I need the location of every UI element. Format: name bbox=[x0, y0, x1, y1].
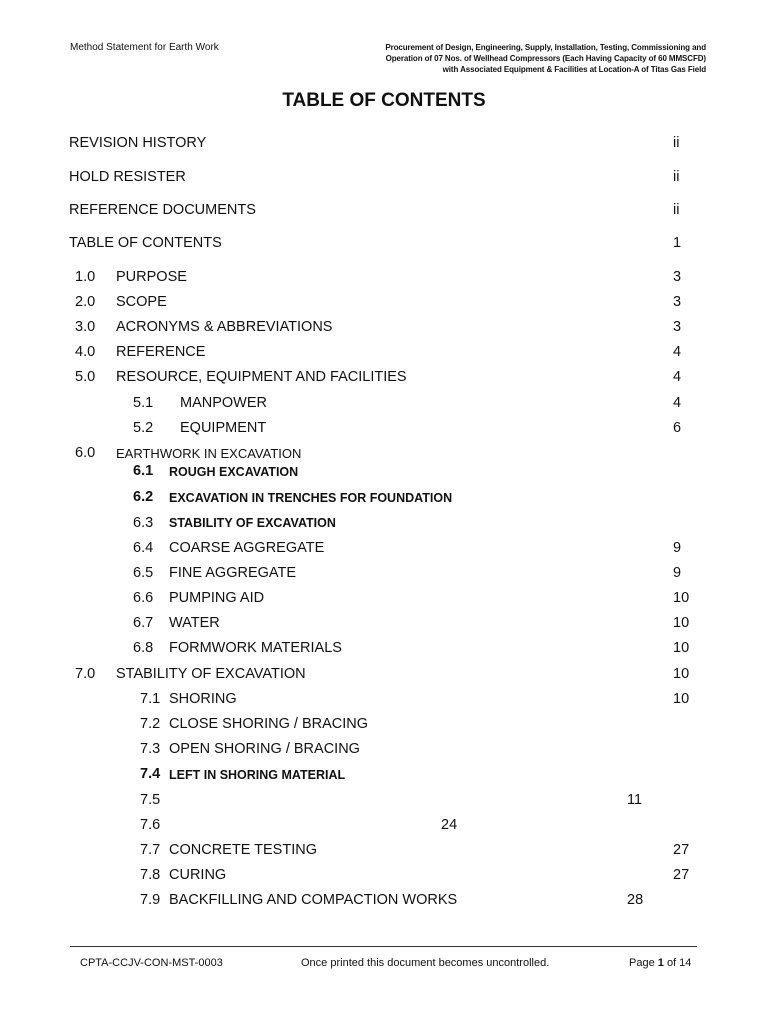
toc-subsection-label[interactable]: EXCAVATION IN TRENCHES FOR FOUNDATION bbox=[169, 491, 453, 505]
toc-subsection-label[interactable]: BACKFILLING AND COMPACTION WORKS bbox=[169, 892, 458, 908]
toc-entry-page: ii bbox=[673, 169, 680, 185]
toc-section-number: 3.0 bbox=[75, 319, 96, 335]
toc-subsection-label[interactable]: EQUIPMENT bbox=[180, 420, 267, 436]
header-project-title bbox=[385, 42, 706, 75]
toc-subsection-page: 27 bbox=[673, 867, 690, 883]
toc-subsection-page: 24 bbox=[441, 817, 458, 833]
header-right-line: Procurement of Design, Engineering, Supply, Installation, Testing, Commissioning and bbox=[385, 43, 706, 52]
toc-section-label[interactable]: PURPOSE bbox=[116, 269, 187, 285]
toc-subsection-page: 4 bbox=[673, 395, 682, 411]
toc-section-number: 6.0 bbox=[75, 445, 96, 461]
toc-subsection-number: 7.4 bbox=[140, 766, 161, 782]
toc-section-label[interactable]: ACRONYMS & ABBREVIATIONS bbox=[116, 319, 333, 335]
footer-page-current: 1 bbox=[657, 957, 664, 969]
toc-subsection-page: 9 bbox=[673, 540, 682, 556]
toc-section-number: 4.0 bbox=[75, 344, 96, 360]
toc-section-page: 10 bbox=[673, 666, 690, 682]
toc-section-number: 7.0 bbox=[75, 666, 96, 682]
toc-entry-label[interactable]: REVISION HISTORY bbox=[69, 135, 207, 151]
toc-section-label[interactable]: STABILITY OF EXCAVATION bbox=[116, 666, 306, 682]
toc-section-page: 4 bbox=[673, 369, 682, 385]
toc-subsection-number: 7.9 bbox=[140, 892, 161, 908]
toc-subsection-label[interactable]: CURING bbox=[169, 867, 227, 883]
toc-subsection-label[interactable]: STABILITY OF EXCAVATION bbox=[169, 516, 336, 530]
toc-subsection-label[interactable]: WATER bbox=[169, 615, 220, 631]
toc-section-label[interactable]: SCOPE bbox=[116, 294, 167, 310]
toc-subsection-number: 6.4 bbox=[133, 540, 154, 556]
toc-subsection-number: 7.6 bbox=[140, 817, 161, 833]
toc-subsection-label[interactable]: COARSE AGGREGATE bbox=[169, 540, 325, 556]
toc-subsection-label[interactable]: SHORING bbox=[169, 691, 237, 707]
toc-subsection-page: 10 bbox=[673, 615, 690, 631]
toc-subsection-page: 10 bbox=[673, 640, 690, 656]
toc-entry-page: ii bbox=[673, 135, 680, 151]
toc-subsection-number: 5.1 bbox=[133, 395, 154, 411]
toc-entry-label[interactable]: TABLE OF CONTENTS bbox=[69, 235, 222, 251]
toc-subsection-number: 6.7 bbox=[133, 615, 154, 631]
toc-subsection-number: 7.2 bbox=[140, 716, 161, 732]
toc-subsection-label[interactable]: LEFT IN SHORING MATERIAL bbox=[169, 768, 346, 782]
toc-section-label[interactable]: RESOURCE, EQUIPMENT AND FACILITIES bbox=[116, 369, 407, 385]
toc-subsection-number: 7.1 bbox=[140, 691, 161, 707]
toc-subsection-label[interactable]: CONCRETE TESTING bbox=[169, 842, 317, 858]
toc-entry-page: ii bbox=[673, 202, 680, 218]
toc-subsection-number: 5.2 bbox=[133, 420, 154, 436]
toc-subsection-number: 6.8 bbox=[133, 640, 154, 656]
toc-subsection-number: 7.8 bbox=[140, 867, 161, 883]
toc-subsection-number: 6.1 bbox=[133, 463, 154, 479]
toc-subsection-label[interactable]: FINE AGGREGATE bbox=[169, 565, 297, 581]
toc-subsection-page: 9 bbox=[673, 565, 682, 581]
toc-entry-page: 1 bbox=[673, 235, 682, 251]
toc-subsection-label[interactable]: CLOSE SHORING / BRACING bbox=[169, 716, 369, 732]
toc-section-page: 4 bbox=[673, 344, 682, 360]
footer-notice: Once printed this document becomes uncontrolled. bbox=[301, 957, 550, 969]
toc-subsection-number: 7.3 bbox=[140, 741, 161, 757]
toc-subsection-number: 6.6 bbox=[133, 590, 154, 606]
header-right-line: with Associated Equipment & Facilities at Location-A of Titas Gas Field bbox=[442, 65, 706, 74]
toc-section-page: 3 bbox=[673, 319, 682, 335]
toc-section-label[interactable]: REFERENCE bbox=[116, 344, 206, 360]
toc-subsection-number: 7.5 bbox=[140, 792, 161, 808]
toc-subsection-label[interactable]: ROUGH EXCAVATION bbox=[169, 465, 299, 479]
toc-entry-label[interactable]: HOLD RESISTER bbox=[69, 169, 186, 185]
toc-subsection-label[interactable]: MANPOWER bbox=[180, 395, 267, 411]
toc-entry-label[interactable]: REFERENCE DOCUMENTS bbox=[69, 202, 256, 218]
toc-subsection-number: 6.3 bbox=[133, 515, 154, 531]
toc-subsection-label[interactable]: FORMWORK MATERIALS bbox=[169, 640, 342, 656]
header-right-line: Operation of 07 Nos. of Wellhead Compressors (Each Having Capacity of 60 MMSCFD) bbox=[385, 54, 706, 63]
toc-section-label[interactable]: EARTHWORK IN EXCAVATION bbox=[116, 446, 302, 461]
toc-subsection-number: 6.2 bbox=[133, 489, 154, 505]
toc-subsection-page: 27 bbox=[673, 842, 690, 858]
toc-subsection-page: 10 bbox=[673, 691, 690, 707]
toc-subsection-number: 7.7 bbox=[140, 842, 161, 858]
footer-page-suffix: of 14 bbox=[666, 957, 692, 969]
toc-subsection-page: 28 bbox=[627, 892, 644, 908]
toc-subsection-label[interactable]: PUMPING AID bbox=[169, 590, 265, 606]
toc-section-number: 2.0 bbox=[75, 294, 96, 310]
toc-section-number: 5.0 bbox=[75, 369, 96, 385]
toc-subsection-page: 6 bbox=[673, 420, 682, 436]
header-left-text: Method Statement for Earth Work bbox=[70, 42, 219, 53]
toc-subsection-label[interactable]: OPEN SHORING / BRACING bbox=[169, 741, 360, 757]
footer-page-indicator bbox=[629, 957, 691, 969]
footer-doc-code: CPTA-CCJV-CON-MST-0003 bbox=[80, 957, 223, 969]
footer-divider bbox=[70, 946, 697, 947]
toc-section-page: 3 bbox=[673, 294, 682, 310]
toc-subsection-number: 6.5 bbox=[133, 565, 154, 581]
toc-subsection-page: 11 bbox=[627, 792, 643, 808]
toc-subsection-page: 10 bbox=[673, 590, 690, 606]
footer-page-prefix: Page bbox=[629, 957, 655, 969]
toc-section-number: 1.0 bbox=[75, 269, 96, 285]
toc-section-page: 3 bbox=[673, 269, 682, 285]
page-title: TABLE OF CONTENTS bbox=[282, 90, 486, 111]
